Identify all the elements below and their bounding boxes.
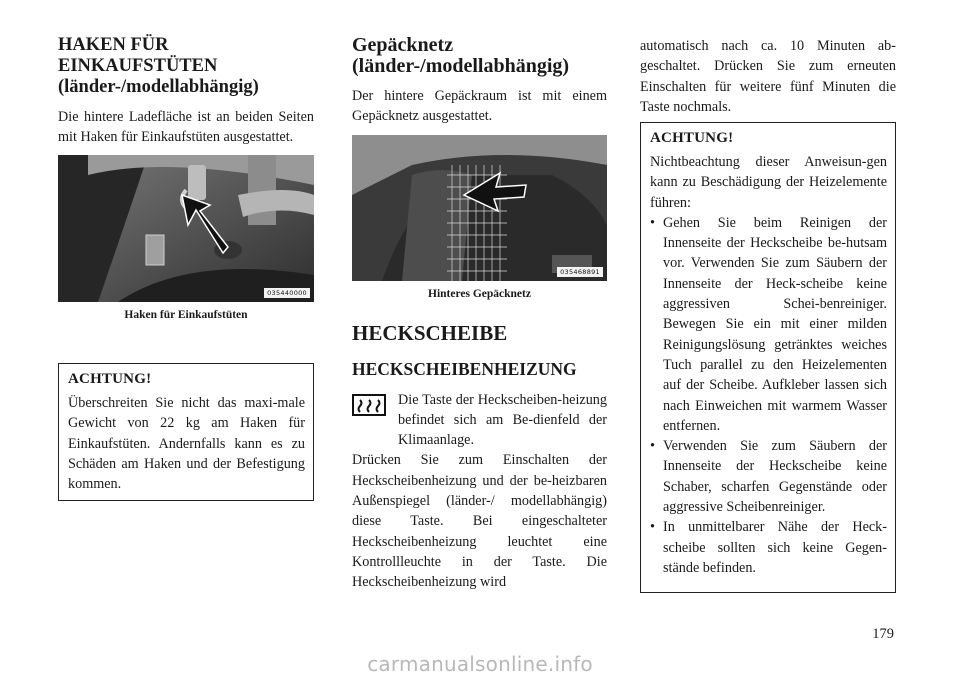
photo-caption: Hinteres Gepäcknetz bbox=[428, 287, 531, 300]
defrost-location-text: Die Taste der Heckscheiben-heizung befindet sich am Be-dienfeld der Klimaanlage. bbox=[398, 391, 607, 449]
intro-paragraph: Die hintere Ladefläche ist an beiden Seiten mit Haken für Einkaufstüten ausgestattet. bbox=[58, 109, 314, 146]
column-right bbox=[640, 0, 896, 576]
page-number: 179 bbox=[872, 626, 894, 642]
section-title-luggage-net bbox=[352, 35, 607, 77]
defrost-operation-text: Drücken Sie zum Einschalten der Heckscheibenheizung und der be-heizbaren Außenspiegel (länder-/ modellabhängig) diese Taste. Bei eingeschalteter Heckscheibenheizung leuchtet eine Kontrollleuchte in der Taste. Die Heckscheibenheizung wird bbox=[352, 452, 607, 591]
title-line: (länder-/modellabhängig) bbox=[58, 77, 259, 97]
photo-code: 035440000 bbox=[264, 288, 310, 298]
photo-code: 035468891 bbox=[557, 267, 603, 277]
title-line: (länder-/modellabhängig) bbox=[352, 55, 570, 77]
photo-caption: Haken für Einkaufstüten bbox=[124, 308, 248, 321]
subsection-title-rear-defrost: HECKSCHEIBENHEIZUNG bbox=[352, 358, 577, 379]
intro-paragraph: Der hintere Gepäckraum ist mit einem Gepäcknetz ausgestattet. bbox=[352, 88, 607, 125]
column-middle bbox=[352, 0, 607, 593]
title-line: EINKAUFSTÜTEN bbox=[58, 56, 218, 76]
rear-defrost-icon bbox=[352, 394, 386, 416]
photo-shopping-hooks bbox=[58, 155, 314, 302]
warning-title: ACHTUNG! bbox=[650, 130, 734, 146]
warning-bullet: • Gehen Sie beim Reinigen der Innenseite der Heckscheibe be-hutsam vor. Verwenden Sie zum Säubern der Innenseite der Heck-scheibe keine aggressiven Schei-benreiniger. Bewegen Sie ein mit einer milden Reinigungslösung getränktes weiches Tuch parallel zu den Heizelementen auf der Scheibe. Aufkleber lassen sich nach Einweichen mit warmem Wasser entfernen. bbox=[650, 213, 887, 436]
section-title-rear-window: HECKSCHEIBE bbox=[352, 320, 508, 345]
title-line: Gepäcknetz bbox=[352, 34, 454, 56]
photo-luggage-net bbox=[352, 135, 607, 281]
title-line: HAKEN FÜR bbox=[58, 35, 169, 55]
warning-bullets bbox=[650, 213, 887, 578]
warning-text: Nichtbeachtung dieser Anweisun-gen kann zu Beschädigung der Heizelemente führen: bbox=[650, 154, 887, 211]
warning-bullet: • Verwenden Sie zum Säubern der Innenseite der Heckscheibe keine Schaber, scharfen Gegenstände oder aggressive Scheibenreiniger. bbox=[650, 436, 887, 517]
warning-bullet: • In unmittelbarer Nähe der Heck-scheibe sollten sich keine Gegen-stände befinden. bbox=[650, 517, 887, 578]
continuation-paragraph: automatisch nach ca. 10 Minuten ab-geschaltet. Drücken Sie zum erneuten Einschalten für weitere fünf Minuten die Taste nochmals. bbox=[640, 38, 896, 115]
column-left bbox=[58, 0, 314, 493]
warning-box-defrost bbox=[640, 122, 896, 593]
warning-text: Überschreiten Sie nicht das maxi-male Gewicht von 22 kg am Haken für Einkaufstüten. Andernfalls kann es zu Schäden am Haken und der Befestigung kommen. bbox=[68, 395, 305, 493]
defrost-block bbox=[352, 390, 607, 593]
warning-title: ACHTUNG! bbox=[68, 371, 152, 387]
warning-box-hooks bbox=[58, 363, 314, 501]
section-title-shopping-hooks bbox=[58, 35, 314, 98]
site-watermark: carmanualsonline.info bbox=[367, 652, 593, 676]
